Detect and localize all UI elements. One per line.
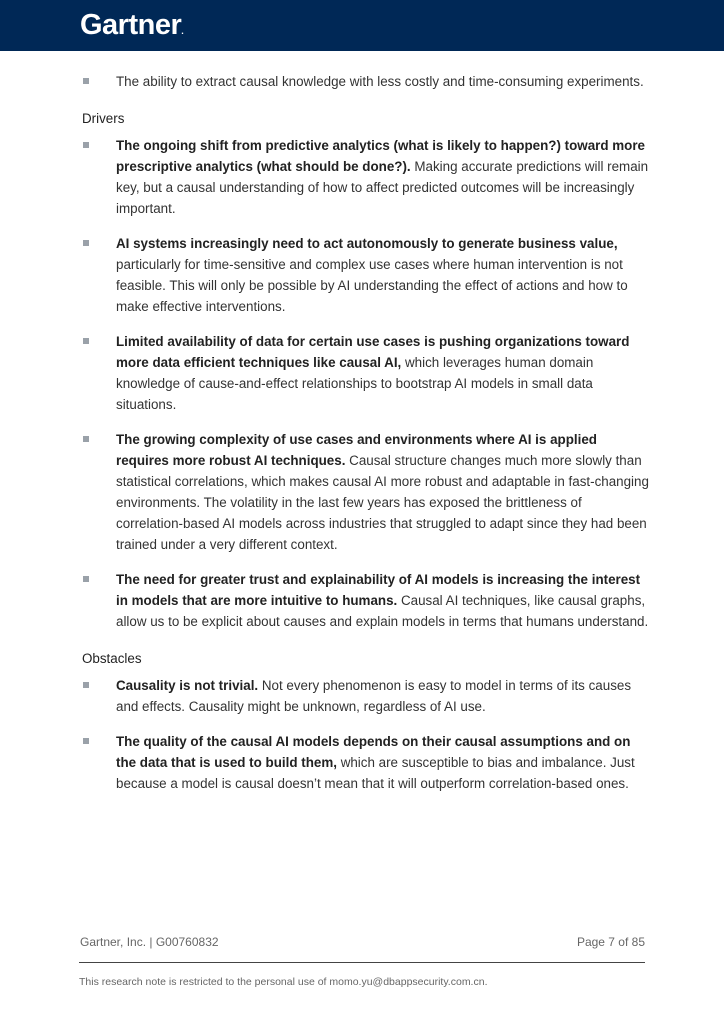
footer-divider: [79, 962, 645, 963]
list-item: [82, 675, 652, 717]
logo-text: Gartner: [80, 9, 182, 41]
section-heading-obstacles: Obstacles: [82, 651, 142, 666]
bullet-square-icon: [83, 738, 89, 744]
item-text: Causal structure changes much more slowly than statistical correlations, which makes causal AI more robust and adaptable in fast-changing environments. The volatility in the last few years has exposed the brittleness of correlation-based AI models across industries that struggled to adapt since they had been trained under a very different context.: [116, 453, 649, 552]
footer-usage-note: This research note is restricted to the personal use of momo.yu@dbappsecurity.com.cn.: [79, 976, 488, 988]
list-item: [82, 569, 652, 632]
list-item: [82, 331, 652, 415]
item-lead: AI systems increasingly need to act autonomously to generate business value,: [116, 236, 618, 251]
item-lead: The growing complexity of use cases and environments where AI is applied requires more robust AI techniques.: [116, 432, 597, 468]
item-text: Making accurate predictions will remain key, but a causal understanding of how to affect predicted outcomes will be increasingly important.: [116, 159, 649, 216]
bullet-square-icon: [83, 436, 89, 442]
bullet-square-icon: [83, 576, 89, 582]
item-text: which leverages human domain knowledge of cause-and-effect relationships to bootstrap AI models in small data situations.: [116, 355, 594, 412]
bullet-square-icon: [83, 338, 89, 344]
item-text: Not every phenomenon is easy to model in terms of its causes and effects. Causality might be unknown, regardless of AI use.: [116, 678, 632, 714]
item-text: The ability to extract causal knowledge with less costly and time-consuming experiments.: [116, 74, 644, 89]
bullet-square-icon: [83, 78, 89, 84]
list-item: [82, 233, 652, 317]
footer-doc-id: Gartner, Inc. | G00760832: [80, 935, 219, 949]
item-lead: Causality is not trivial.: [116, 678, 259, 693]
bullet-square-icon: [83, 682, 89, 688]
section-heading-drivers: Drivers: [82, 111, 125, 126]
document-body: [82, 71, 652, 808]
item-text: Causal AI techniques, like causal graphs, allow us to be explicit about causes and explain models in terms that humans understand.: [116, 593, 649, 629]
bullet-square-icon: [83, 142, 89, 148]
list-item: [82, 731, 652, 794]
bullet-square-icon: [83, 240, 89, 246]
item-lead: Limited availability of data for certain use cases is pushing organizations toward more data efficient techniques like causal AI,: [116, 334, 630, 370]
list-item: [82, 135, 652, 219]
list-item: [82, 429, 652, 555]
gartner-logo[interactable]: [80, 8, 184, 48]
item-lead: The need for greater trust and explainability of AI models is increasing the interest in models that are more intuitive to humans.: [116, 572, 641, 608]
item-lead: The quality of the causal AI models depends on their causal assumptions and on the data that is used to build them,: [116, 734, 631, 770]
list-item: [82, 71, 652, 92]
item-lead: The ongoing shift from predictive analytics (what is likely to happen?) toward more prescriptive analytics (what should be done?).: [116, 138, 646, 174]
item-text: particularly for time-sensitive and complex use cases where human intervention is not feasible. This will only be possible by AI understanding the effect of actions and how to make effective interventions.: [116, 257, 628, 314]
footer-page-number: Page 7 of 85: [576, 935, 645, 949]
header-bar: [0, 0, 724, 51]
item-text: which are susceptible to bias and imbalance. Just because a model is causal doesn’t mean that it will outperform correlation-based ones.: [116, 755, 635, 791]
logo-mark: .: [181, 26, 184, 36]
